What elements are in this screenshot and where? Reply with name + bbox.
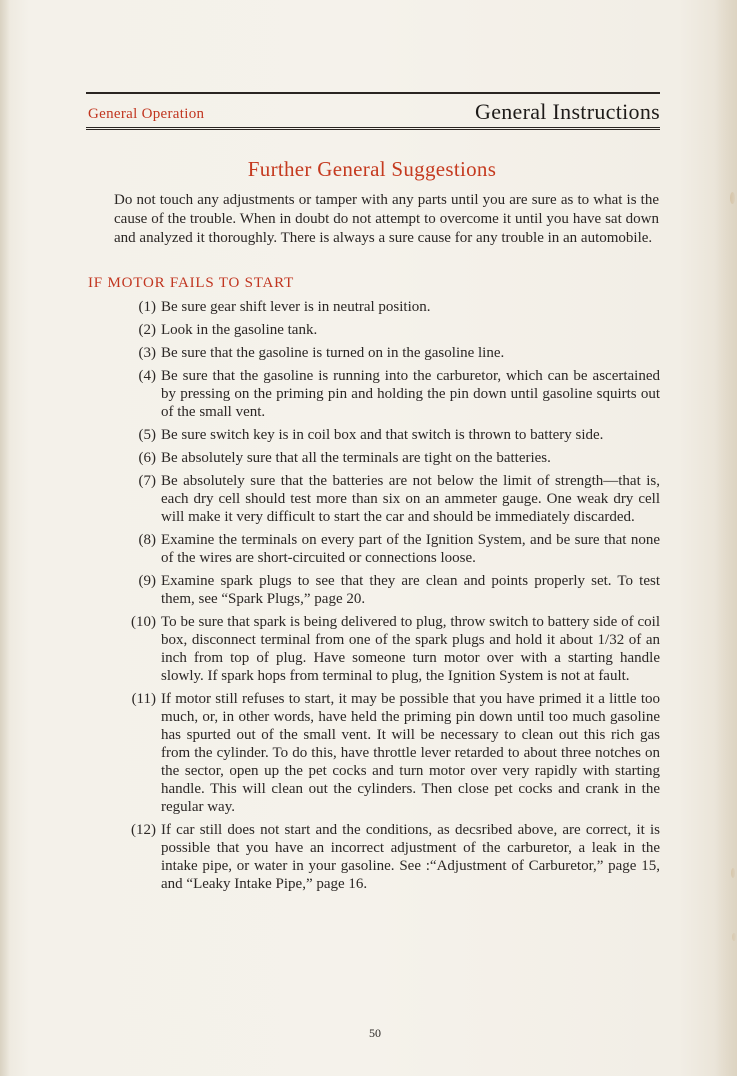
page-edge-stain — [731, 868, 735, 878]
item-number: (4) — [138, 368, 156, 384]
list-item — [112, 344, 660, 362]
item-text: Look in the gasoline tank. — [161, 322, 318, 338]
page-number: 50 — [369, 1026, 381, 1040]
item-number: (10) — [131, 614, 156, 630]
page-edge-stain — [730, 192, 735, 204]
page-header-title: General Instructions — [475, 99, 660, 124]
item-text: If motor still refuses to start, it may be possible that you have primed it a little too much, or, in other words, have held the priming pin down until too much gasoline has spurted out of the small vent. It will be necessary to clean out this rich gas from the cylinder. To do this, have throttle lever retarded to about three notches on the sector, open up the pet cocks and turn motor over very rapidly with starting handle. This will clean out the cylinders. Then close pet cocks and crank in the regular way. — [161, 691, 660, 815]
list-item — [112, 472, 660, 526]
item-text: Be absolutely sure that the batteries are not below the limit of strength—that is, each dry cell should test more than six on an ammeter gauge. One weak dry cell will make it very difficult to start the car and should be immediately discarded. — [161, 473, 660, 525]
page-title: Further General Suggestions — [247, 157, 497, 181]
item-number: (3) — [138, 345, 156, 361]
item-text: Be sure that the gasoline is running into the carburetor, which can be ascertained by pressing on the priming pin and holding the pin down until gasoline squirts out of the small vent. — [161, 368, 660, 420]
list-item — [112, 531, 660, 567]
subheading: IF MOTOR FAILS TO START — [88, 275, 295, 291]
item-text: Examine spark plugs to see that they are clean and points properly set. To test them, see “Spark Plugs,” page 20. — [161, 573, 660, 607]
item-text: Be sure that the gasoline is turned on in the gasoline line. — [161, 345, 505, 361]
list-item — [112, 367, 660, 421]
list-item — [112, 298, 660, 316]
item-number: (6) — [138, 450, 156, 466]
item-number: (5) — [138, 427, 156, 443]
item-text: To be sure that spark is being delivered to plug, throw switch to battery side of coil box, disconnect terminal from one of the spark plugs and hold it about 1/32 of an inch from top of plug. Have someone turn motor over with a starting handle slowly. If spark hops from terminal to plug, the Ignition System is not at fault. — [161, 614, 660, 684]
item-number: (9) — [138, 573, 156, 589]
section-label: General Operation — [88, 106, 205, 122]
list-item — [112, 821, 660, 893]
list-item — [112, 426, 660, 444]
list-item — [112, 321, 660, 339]
item-number: (11) — [131, 691, 156, 707]
item-text: Be absolutely sure that all the terminals are tight on the batteries. — [161, 450, 551, 466]
item-number: (7) — [138, 473, 156, 489]
page-edge-stain — [732, 933, 736, 941]
list-item — [112, 613, 660, 685]
item-number: (2) — [138, 322, 156, 338]
item-text: Be sure gear shift lever is in neutral position. — [161, 299, 431, 315]
list-item — [112, 690, 660, 816]
item-text: Be sure switch key is in coil box and that switch is thrown to battery side. — [161, 427, 604, 443]
header-top-rule — [86, 92, 660, 94]
item-text: Examine the terminals on every part of the Ignition System, and be sure that none of the wires are short-circuited or connections loose. — [161, 532, 660, 566]
list-item — [112, 572, 660, 608]
intro-paragraph: Do not touch any adjustments or tamper with any parts until you are sure as to what is the cause of the trouble. When in doubt do not attempt to overcome it until you have sat down and analyzed it thoroughly. There is always a sure cause for any trouble in an automobile. — [114, 192, 659, 246]
item-number: (8) — [138, 532, 156, 548]
item-number: (1) — [138, 299, 156, 315]
header-bottom-rule — [86, 127, 660, 128]
item-number: (12) — [131, 822, 156, 838]
troubleshooting-list — [112, 298, 660, 898]
item-text: If car still does not start and the conditions, as decsribed above, are correct, it is possible that you have an incorrect adjustment of the carburetor, a leak in the intake pipe, or water in your gasoline. See :“Adjustment of Carburetor,” page 15, and “Leaky Intake Pipe,” page 16. — [161, 822, 660, 892]
list-item — [112, 449, 660, 467]
